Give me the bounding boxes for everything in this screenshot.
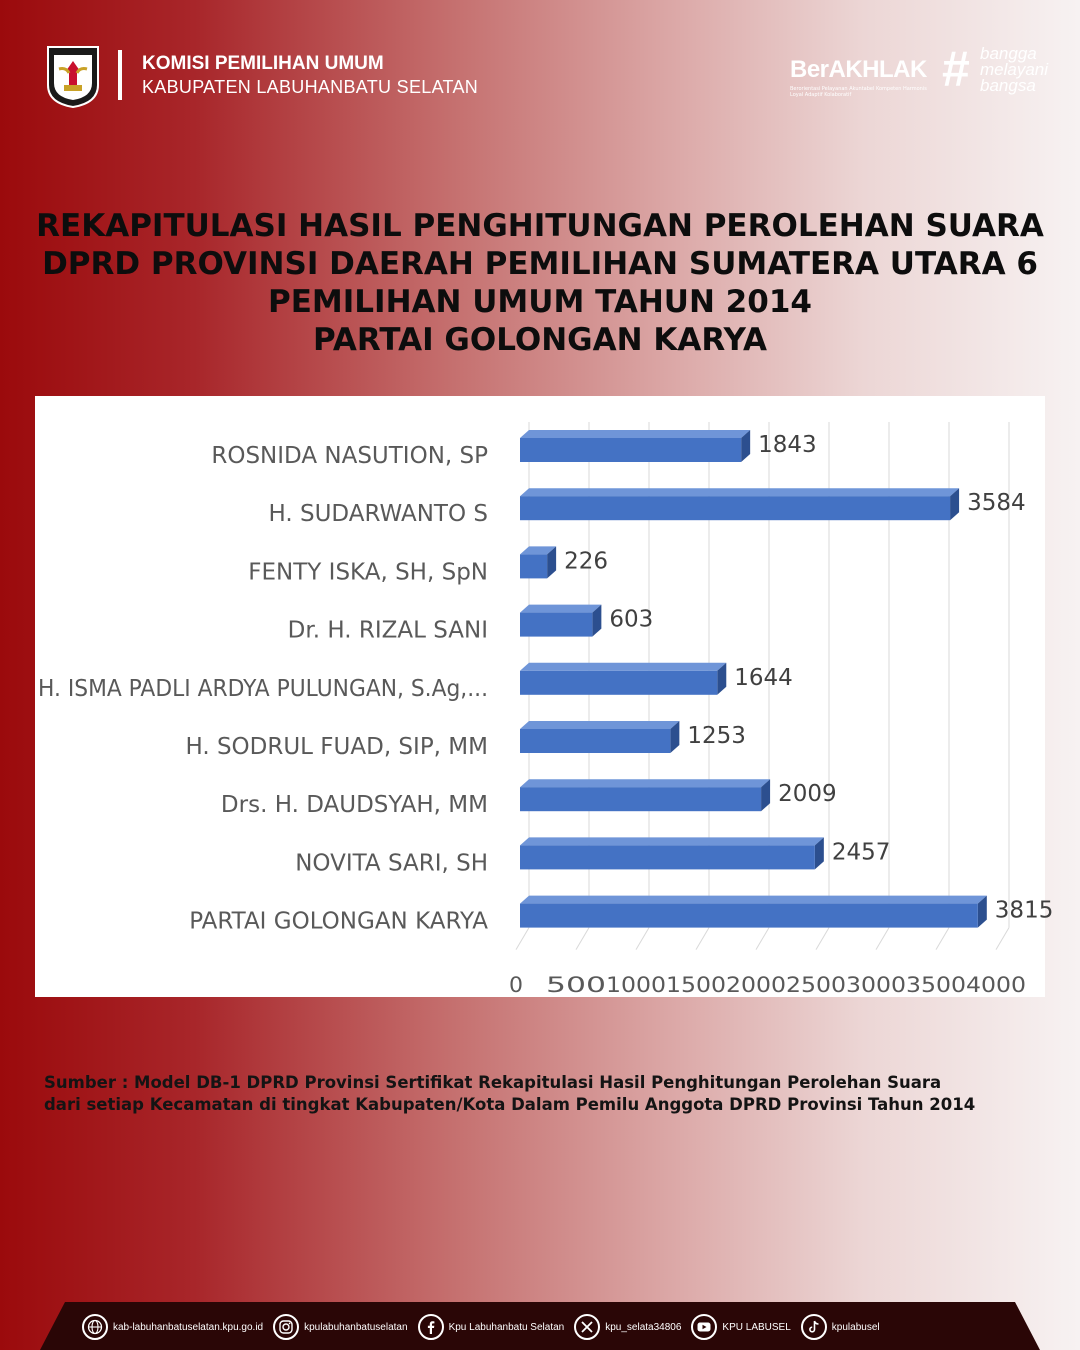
- footer-instagram[interactable]: [273, 1314, 407, 1340]
- bar: [520, 496, 950, 520]
- footer-instagram-label: kpulabuhanbatuselatan: [304, 1321, 408, 1333]
- org-block: [142, 52, 478, 98]
- bar: [520, 554, 547, 578]
- x-tick-label: 4000: [966, 973, 1026, 997]
- value-label: 3584: [967, 490, 1026, 517]
- bar-top: [520, 837, 824, 845]
- gridline-floor: [996, 928, 1009, 950]
- source-line-1: Sumber : Model DB-1 DPRD Provinsi Sertifikat Rekapitulasi Hasil Penghitungan Perolehan Suara: [44, 1073, 942, 1092]
- gridline-floor: [816, 928, 829, 950]
- category-label: NOVITA SARI, SH: [295, 850, 488, 877]
- value-label: 603: [609, 606, 654, 633]
- bar-top: [520, 488, 959, 496]
- value-label: 2009: [778, 781, 837, 808]
- footer-tiktok-label: kpulabusel: [831, 1321, 880, 1333]
- footer-youtube[interactable]: [691, 1314, 790, 1340]
- gridline-floor: [636, 928, 649, 950]
- value-label: 3815: [994, 897, 1054, 924]
- header-divider: [118, 50, 122, 100]
- org-name: KOMISI PEMILIHAN UMUM: [142, 52, 384, 74]
- bar: [520, 904, 978, 928]
- berakhlak-logo: [790, 42, 1060, 102]
- title-line-4: PARTAI GOLONGAN KARYA: [313, 322, 767, 358]
- gridline-floor: [936, 928, 949, 950]
- footer-facebook-label: Kpu Labuhanbatu Selatan: [448, 1321, 565, 1333]
- x-tick-label: 2000: [726, 973, 786, 997]
- youtube-icon: [691, 1314, 717, 1340]
- footer: [0, 1292, 1080, 1350]
- tagline-2: melayani: [980, 60, 1049, 80]
- bar-top: [520, 430, 750, 438]
- footer-x-label: kpu_selata34806: [605, 1321, 682, 1333]
- value-label: 226: [564, 548, 609, 575]
- bar-top: [520, 663, 726, 671]
- category-label: H. SODRUL FUAD, SIP, MM: [185, 734, 488, 760]
- page-title: [0, 207, 1080, 359]
- bar-top: [520, 605, 601, 613]
- gridline-floor: [876, 928, 889, 950]
- x-tick-label: 0: [509, 973, 523, 997]
- footer-facebook[interactable]: [418, 1314, 565, 1340]
- bar-top: [520, 721, 679, 729]
- category-label: H. SUDARWANTO S: [268, 501, 488, 528]
- berakhlak-tagline: [980, 46, 1048, 94]
- gridline-floor: [696, 928, 709, 950]
- bar: [520, 787, 761, 811]
- bar: [520, 845, 815, 869]
- category-label: ROSNIDA NASUTION, SP: [211, 443, 488, 469]
- footer-tiktok[interactable]: [801, 1314, 880, 1340]
- value-label: 2457: [831, 839, 891, 866]
- tiktok-icon: [801, 1314, 827, 1340]
- tagline-1: bangga: [980, 44, 1037, 63]
- category-label: Dr. H. RIZAL SANI: [287, 617, 488, 644]
- footer-x[interactable]: [574, 1314, 681, 1340]
- gridline-floor: [756, 928, 769, 950]
- gridline-floor: [516, 928, 529, 950]
- source-line-2: dari setiap Kecamatan di tingkat Kabupaten/Kota Dalam Pemilu Anggota DPRD Provinsi Tahun 2014: [44, 1095, 976, 1114]
- category-label: PARTAI GOLONGAN KARYA: [189, 908, 488, 935]
- header: [44, 40, 478, 110]
- title-line-2: DPRD PROVINSI DAERAH PEMILIHAN SUMATERA UTARA 6: [42, 246, 1038, 282]
- category-label: FENTY ISKA, SH, SpN: [248, 559, 488, 586]
- x-tick-label: 3000: [846, 973, 906, 997]
- x-icon: [574, 1314, 600, 1340]
- bar: [520, 438, 741, 462]
- title-line-1: REKAPITULASI HASIL PENGHITUNGAN PEROLEHAN SUARA: [36, 208, 1044, 244]
- bar-chart: [35, 396, 1054, 997]
- gridline-floor: [576, 928, 589, 950]
- footer-links: [82, 1314, 880, 1340]
- value-label: 1644: [734, 664, 793, 691]
- globe-icon: [82, 1314, 108, 1340]
- footer-youtube-label: KPU LABUSEL: [722, 1321, 791, 1333]
- bar: [520, 613, 592, 637]
- berakhlak-word: BerAKHLAK: [790, 56, 927, 83]
- bar: [520, 671, 717, 695]
- facebook-icon: [418, 1314, 444, 1340]
- instagram-icon: [273, 1314, 299, 1340]
- bar: [520, 729, 670, 753]
- hash-icon: #: [942, 41, 970, 97]
- berakhlak-subtitle: Berorientasi Pelayanan Akuntabel Kompeten Harmonis Loyal Adaptif Kolaboratif: [790, 86, 927, 98]
- x-tick-label: 1000: [606, 973, 666, 997]
- chart-container: [35, 396, 1054, 997]
- kpu-logo-icon: [44, 41, 102, 109]
- x-tick-label: 1500: [666, 973, 726, 997]
- value-label: 1843: [758, 432, 817, 458]
- category-label: H. ISMA PADLI ARDYA PULUNGAN, S.Ag,...: [38, 675, 488, 702]
- org-region: KABUPATEN LABUHANBATU SELATAN: [142, 76, 479, 97]
- x-tick-label: 2500: [786, 973, 846, 997]
- category-label: Drs. H. DAUDSYAH, MM: [220, 792, 488, 819]
- footer-website-label: kab-labuhanbatuselatan.kpu.go.id: [113, 1321, 264, 1333]
- footer-website[interactable]: [82, 1314, 263, 1340]
- title-line-3: PEMILIHAN UMUM TAHUN 2014: [268, 284, 812, 320]
- x-tick-label: 3500: [906, 973, 966, 997]
- source-note: [44, 1072, 975, 1116]
- bar-top: [520, 779, 770, 787]
- value-label: 1253: [687, 723, 746, 749]
- tagline-3: bangsa: [980, 76, 1036, 96]
- x-tick-label: 500: [546, 973, 606, 997]
- bar-top: [520, 896, 987, 904]
